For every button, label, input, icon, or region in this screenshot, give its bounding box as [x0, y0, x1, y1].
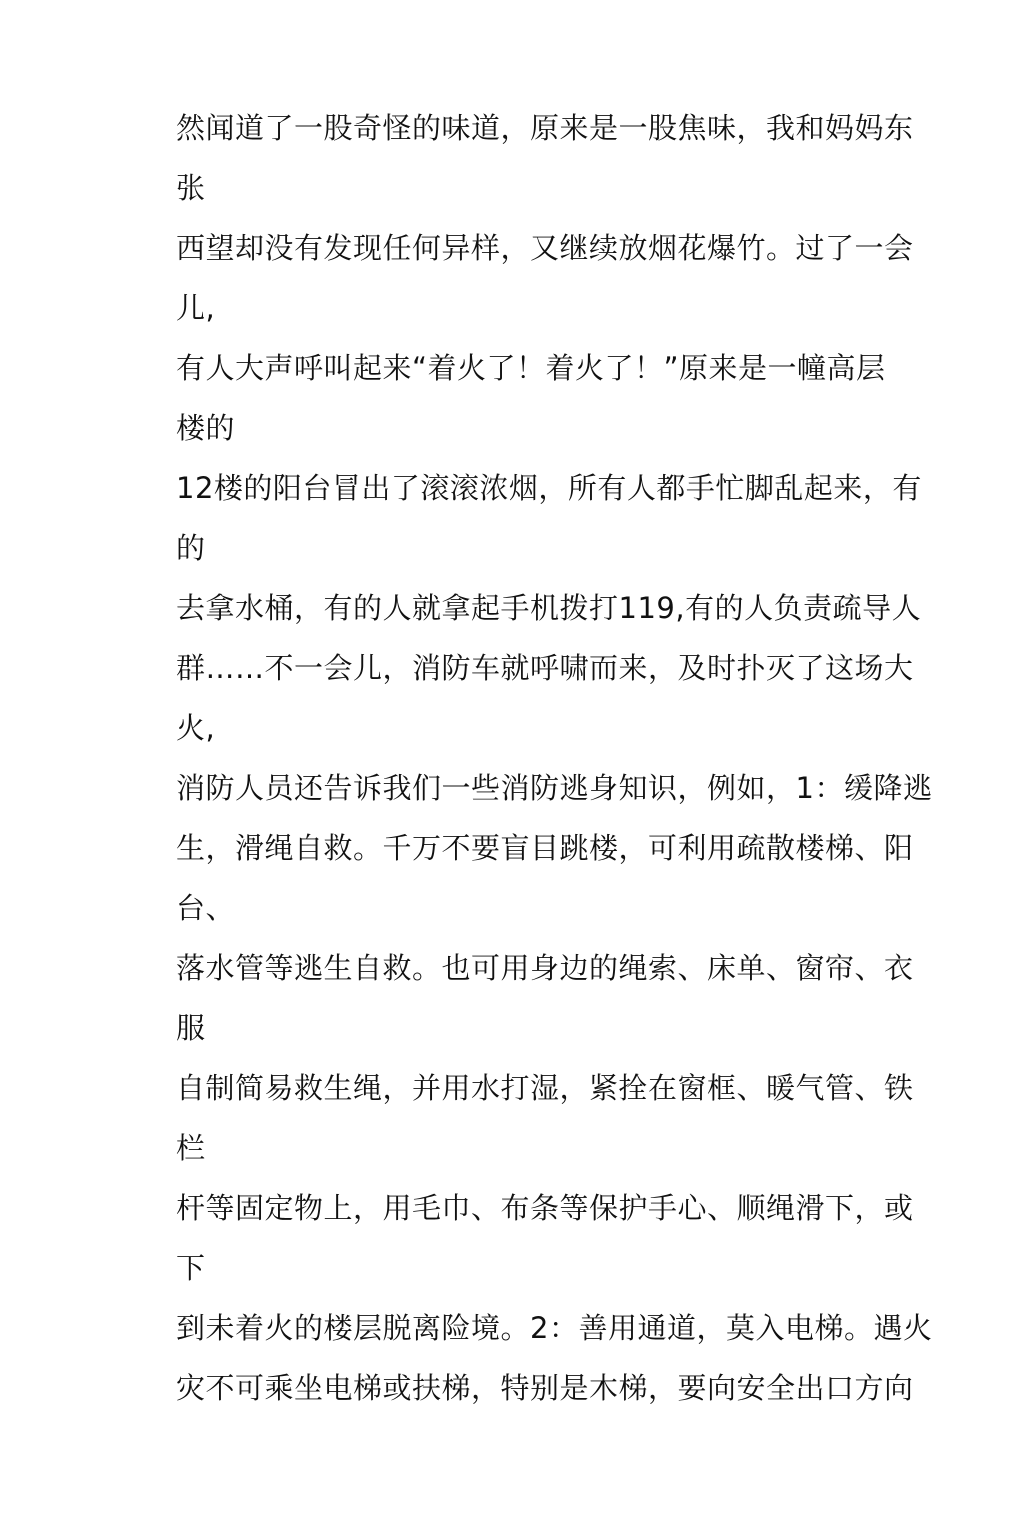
- text-line: 杆等固定物上，用毛巾、布条等保护手心、顺绳滑下，或: [176, 1191, 914, 1225]
- body-text: [176, 98, 936, 1418]
- text-line: 灾不可乘坐电梯或扶梯，特别是木梯，要向安全出口方向: [176, 1371, 914, 1405]
- text-line: 的: [176, 531, 206, 565]
- text-line: 栏: [176, 1131, 206, 1165]
- text-line: 有人大声呼叫起来“着火了！着火了！”原来是一幢高层: [176, 351, 886, 385]
- text-line: 去拿水桶，有的人就拿起手机拨打119,有的人负责疏导人: [176, 591, 922, 625]
- text-line: 下: [176, 1251, 206, 1285]
- text-line: 消防人员还告诉我们一些消防逃身知识，例如，1：缓降逃: [176, 771, 933, 805]
- text-line: 楼的: [176, 411, 236, 445]
- text-line: 落水管等逃生自救。也可用身边的绳索、床单、窗帘、衣: [176, 951, 914, 985]
- text-line: 火,: [176, 711, 216, 745]
- text-line: 西望却没有发现任何异样，又继续放烟花爆竹。过了一会: [176, 231, 914, 265]
- text-line: 12楼的阳台冒出了滚滚浓烟，所有人都手忙脚乱起来，有: [176, 471, 922, 505]
- text-line: 儿,: [176, 291, 216, 325]
- text-line: 然闻道了一股奇怪的味道，原来是一股焦味，我和妈妈东: [176, 111, 914, 145]
- text-line: 到未着火的楼层脱离险境。2：善用通道，莫入电梯。遇火: [176, 1311, 933, 1345]
- text-line: 台、: [176, 891, 236, 925]
- text-line: 群……不一会儿，消防车就呼啸而来，及时扑灭了这场大: [176, 651, 914, 685]
- text-line: 服: [176, 1011, 206, 1045]
- text-line: 自制简易救生绳，并用水打湿，紧拴在窗框、暖气管、铁: [176, 1071, 914, 1105]
- text-line: 张: [176, 171, 206, 205]
- text-line: 生，滑绳自救。千万不要盲目跳楼，可利用疏散楼梯、阳: [176, 831, 914, 865]
